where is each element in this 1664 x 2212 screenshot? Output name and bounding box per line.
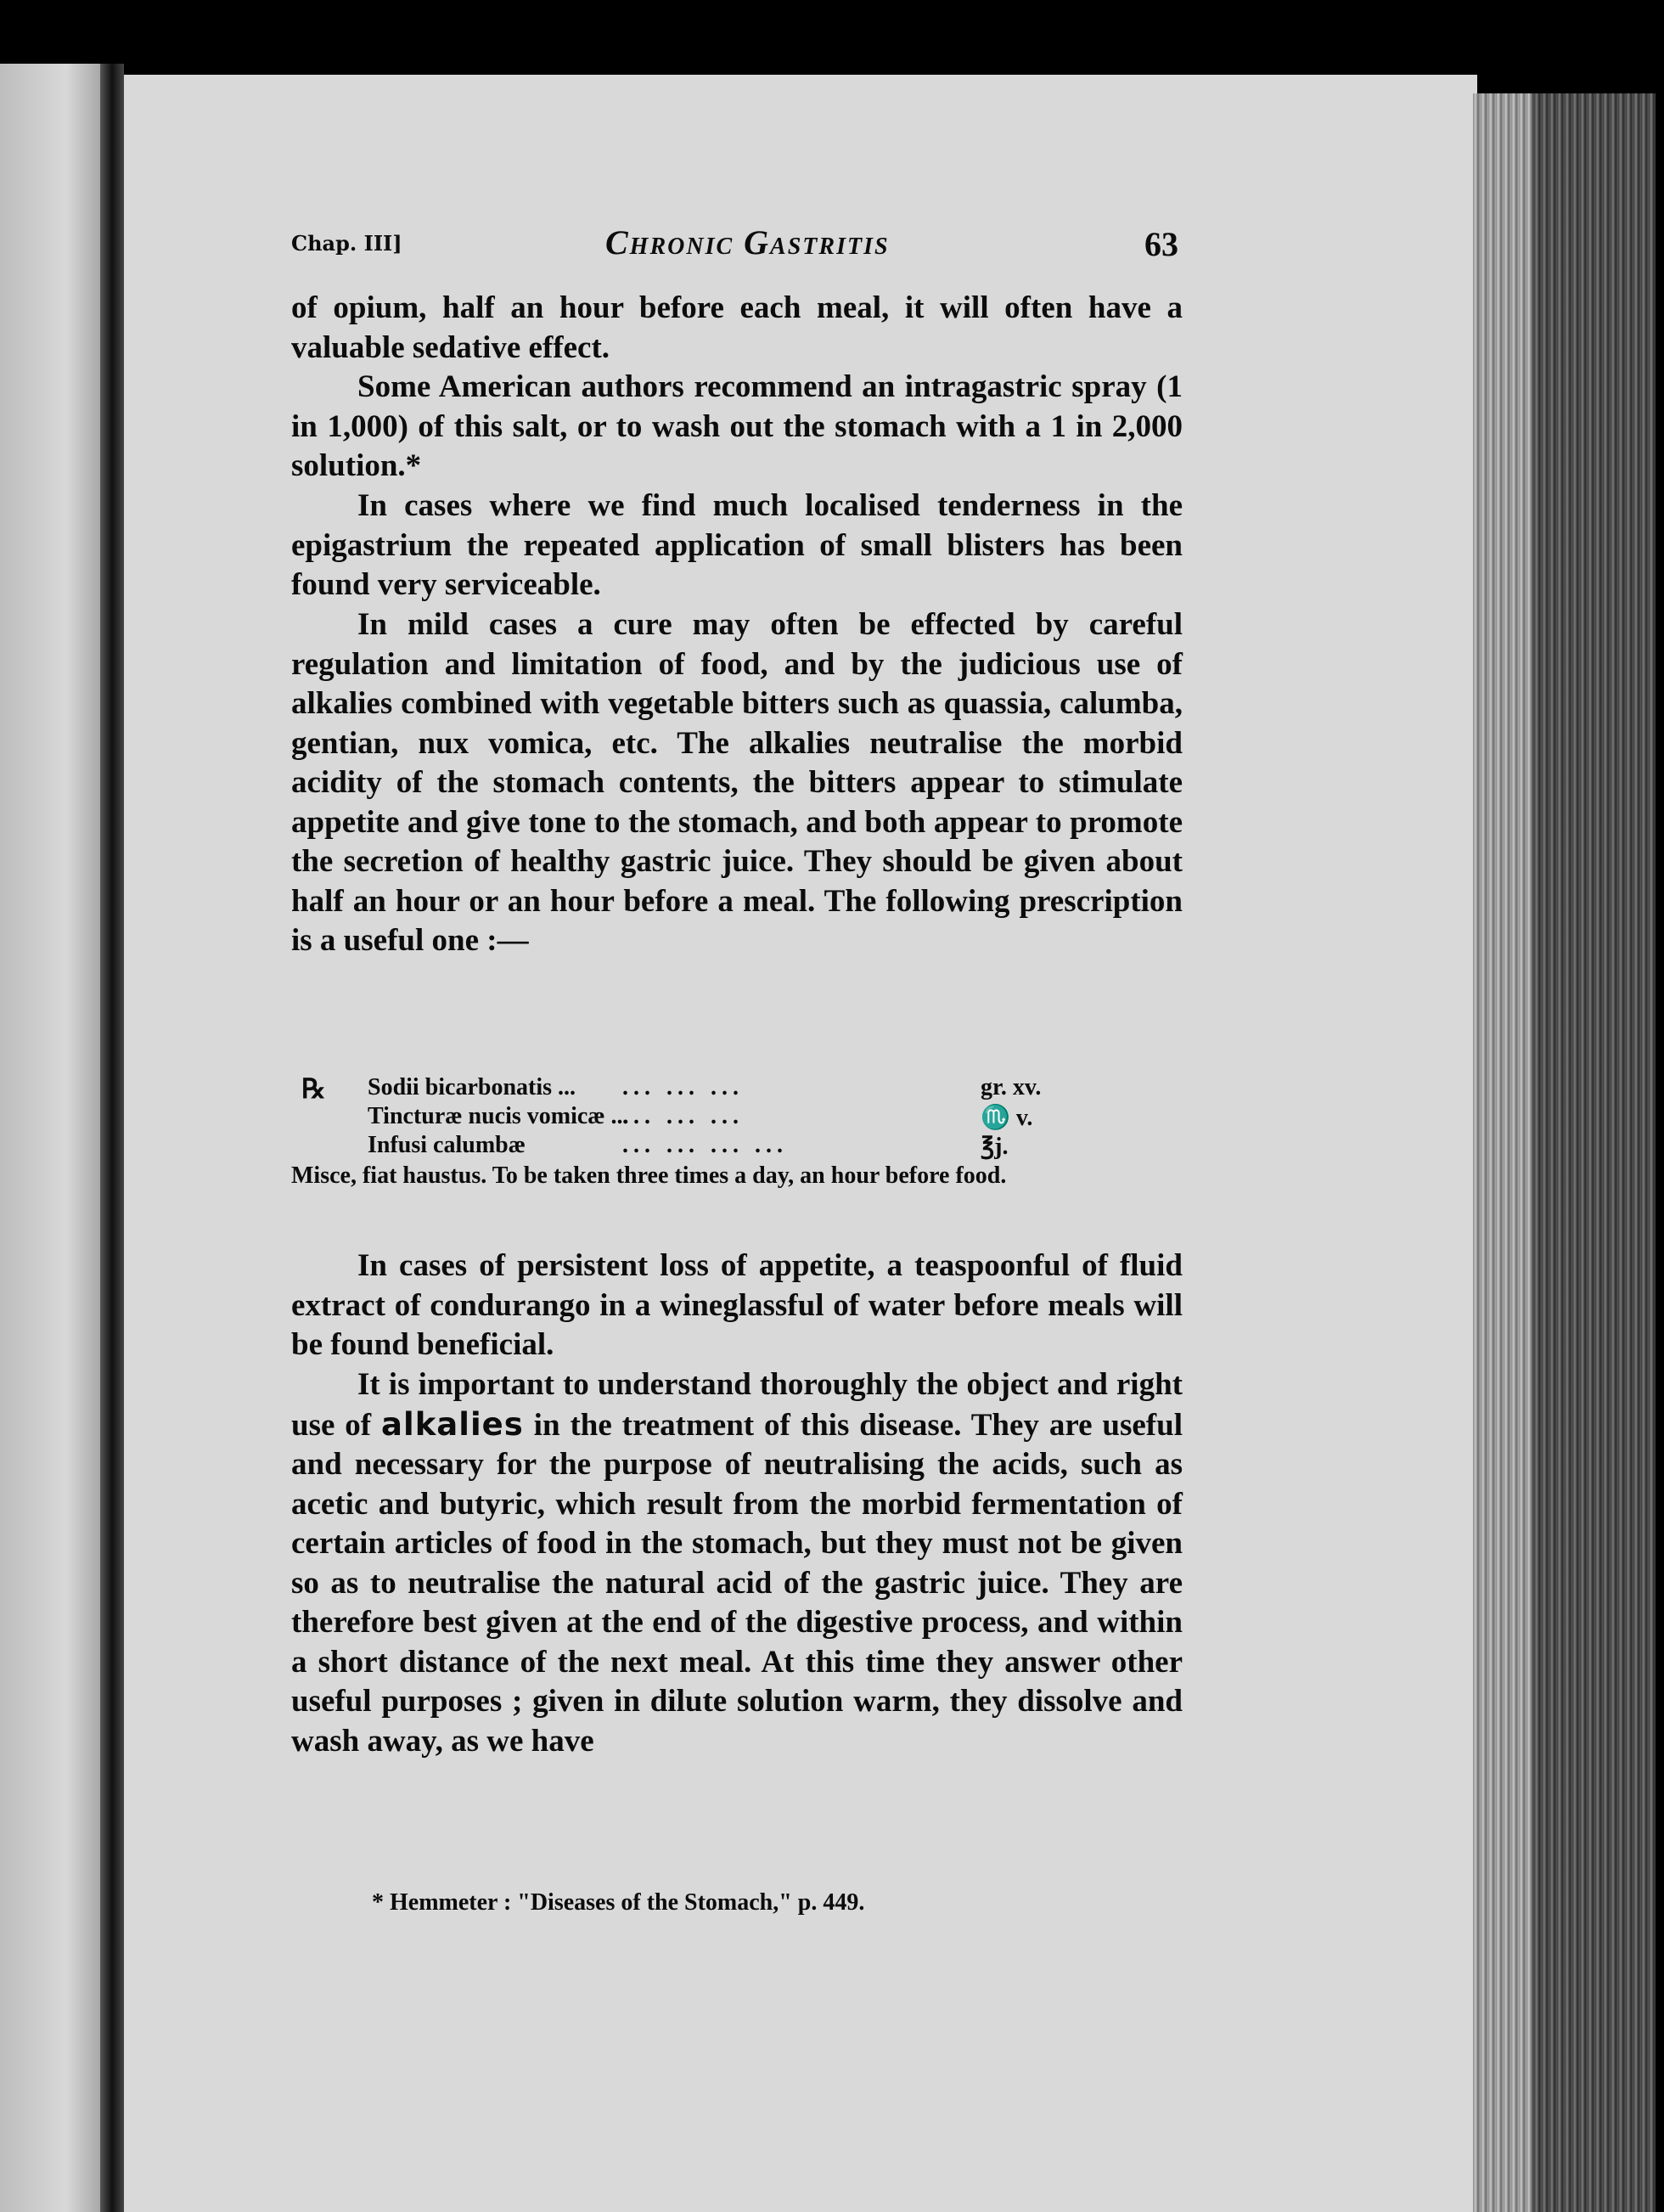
prescription-row [291,1074,1183,1103]
ingredient-dose: gr. xv. [981,1074,1042,1100]
leader-dots: ... ... ... [622,1074,744,1100]
prescription [291,1073,1183,1189]
ingredient-dose: ℥j. [981,1134,1009,1160]
page-text-block [291,212,1183,1916]
paragraph-opium: of opium, half an hour before each meal, it will often have a valuable sedative effect. [291,290,1183,365]
page-block-edges-light [1473,93,1532,2212]
left-page-edge [0,64,110,2212]
chapter-reference: Chap. III] [291,231,402,256]
prescription-row [291,1103,1183,1132]
leader-dots: ... ... ... [622,1103,744,1129]
ingredient-name: Tincturæ nucis vomicæ ... [368,1103,629,1129]
leader-dots: ... ... ... ... [622,1132,788,1158]
paragraph-mild-cases: In mild cases a cure may often be effected by careful regulation and limitation of food, and by the judicious use of alkalies combined with vegetable bitters such as quassia, calumba, gentian, nux vomica, etc. The alkalies neutralise the morbid acidity of the stomach contents, the bitters appear to stimulate appetite and give tone to the stomach, and both appear to promote the secretion of healthy gastric juice. They should be given about half an hour or an hour before a meal. The following prescription is a useful one :— [291,607,1183,958]
paragraph-condurango: In cases of persistent loss of appetite, a teaspoonful of fluid extract of condurango in a wineglassful of water before meals will be found beneficial. [291,1248,1183,1362]
prescription-row [291,1132,1183,1161]
page-number: 63 [1144,225,1178,263]
paragraph-text: It is important to understand thoroughly the object and right use of [291,1367,1183,1443]
book-gutter [100,64,124,2212]
ingredient-name: Infusi calumbæ [368,1132,526,1158]
ingredient-name: Sodii bicarbonatis ... [368,1074,576,1100]
paragraph-blisters: In cases where we find much localised tenderness in the epigastrium the repeated application of small blisters has been found very serviceable. [291,488,1183,602]
paragraph-spray: Some American authors recommend an intragastric spray (1 in 1,000) of this salt, or to wash out the stomach with a 1 in 2,000 solution.* [291,369,1183,483]
running-head [291,222,1183,273]
recipe-symbol: ℞ [301,1073,326,1104]
paragraph-alkalies [291,1365,1183,1761]
ingredient-dose: ♏ v. [981,1105,1033,1131]
emphasized-keyword: alkalies [381,1405,524,1443]
chapter-title: Chronic Gastritis [605,223,890,262]
paragraph-text: in the treatment of this disease. They are useful and necessary for the purpose of neutralising the acids, such as acetic and butyric, which result from the morbid fermentation of certain articles of food in the stomach, but they must not be given so as to neutralise the natural acid of the gastric juice. They are therefore best given at the end of the digestive process, and within a short distance of the next meal. At this time they answer other useful purposes ; given in dilute solution warm, they dissolve and wash away, as we have [291,1407,1183,1759]
prescription-directions: Misce, fiat haustus. To be taken three times a day, an hour before food. [291,1162,1007,1189]
footnote: * Hemmeter : "Diseases of the Stomach," p. 449. [372,1889,865,1916]
